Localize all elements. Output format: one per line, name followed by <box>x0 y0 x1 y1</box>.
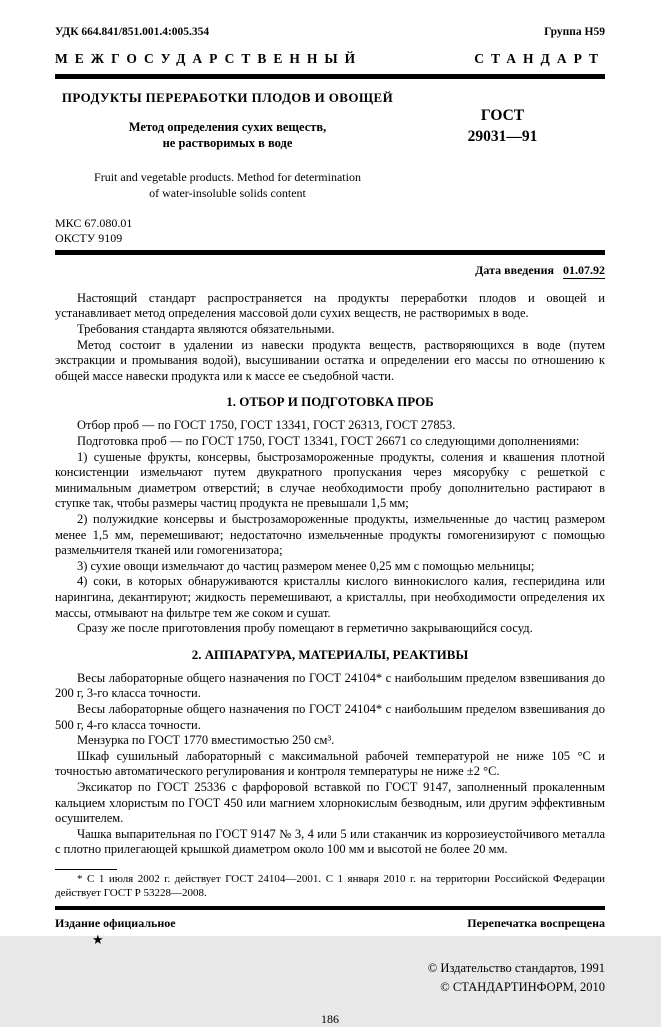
section-2-paragraph: Чашка выпарительная по ГОСТ 9147 № 3, 4 или 5 или стаканчик из коррозиеустойчивого металла с плотно прилегающей крышкой диаметром около 100 мм и высотой не более 20 мм. <box>55 826 605 857</box>
masthead-word-1: МЕЖГОСУДАРСТВЕННЫЙ <box>55 51 363 66</box>
document-title-en <box>55 169 400 201</box>
section-2-heading: 2. АППАРАТУРА, МАТЕРИАЛЫ, РЕАКТИВЫ <box>191 646 469 662</box>
subtitle-line-2: не растворимых в воде <box>162 136 293 151</box>
effective-date-label: Дата введения <box>475 262 554 277</box>
intro-paragraph: Настоящий стандарт распространяется на продукты переработки плодов и овощей и устанавливает метод определения массовой доли сухих веществ, не растворимых в воде. <box>55 290 605 321</box>
gost-code-column <box>400 90 605 201</box>
title-en-line-2: of water-insoluble solids content <box>149 185 306 200</box>
section-2-paragraph: Весы лабораторные общего назначения по ГОСТ 24104* с наибольшим пределом взвешивания до 500 г, 4-го класса точности. <box>55 701 605 732</box>
section-1-paragraph: Сразу же после приготовления пробу помещают в герметично закрывающийся сосуд. <box>77 621 533 636</box>
effective-date-value: 01.07.92 <box>563 262 605 277</box>
section-1-heading: 1. ОТБОР И ПОДГОТОВКА ПРОБ <box>226 394 434 410</box>
title-en-line-1: Fruit and vegetable products. Method for determination <box>94 169 361 184</box>
section-2-body <box>55 671 605 858</box>
gost-designation <box>400 106 605 148</box>
intro-section <box>55 291 605 385</box>
section-1-paragraph: 4) соки, в которых обнаруживаются кристаллы кислого виннокислого калия, гесперидина или нарингина, декантируют; жидкость перемешивают, а кристаллы, при необходимости определения их массы, отмывают на фильтре тем же соком и сушат. <box>55 574 605 620</box>
masthead-word-2: СТАНДАРТ <box>474 51 605 66</box>
section-1-paragraph: 3) сухие овощи измельчают до частиц размером менее 0,25 мм с помощью мельницы; <box>77 558 535 573</box>
intro-paragraph: Требования стандарта являются обязательными. <box>77 322 335 337</box>
section-2-paragraph: Весы лабораторные общего назначения по ГОСТ 24104* с наибольшим пределом взвешивания до 200 г, 3-го класса точности. <box>55 670 605 701</box>
mks-code: МКС 67.080.01 <box>55 215 133 230</box>
section-2-paragraph: Эксикатор по ГОСТ 25336 с фарфоровой вставкой по ГОСТ 9147, заполненный прокаленным кальцием хлористым по ГОСТ 450 или магнием хлорнокислым безводным, или другим эффективным осушителем. <box>55 779 605 826</box>
document-subtitle <box>55 119 400 152</box>
section-1-paragraph: 1) сушеные фрукты, консервы, быстрозамороженные продукты, соления и квашения плотной консистенции измельчают путем двукратного пропускания через мясорубку с решеткой с минимальным диаметром отверстий; в случае необходимости пробу дополнительно растирают в ступке так, чтобы размеры частиц продукта не превышали 1,5 мм; <box>55 449 605 511</box>
section-1-body <box>55 418 605 636</box>
official-edition-label: Издание официальное <box>55 916 176 931</box>
gost-number: 29031—91 <box>467 127 538 145</box>
section-1-paragraph: 2) полужидкие консервы и быстрозамороженные продукты, измельченные до частиц размером менее 1,5 мм, перемешивают; недостаточно измельченные продукты гомогенизируют с помощью размельчителя тканей или гомогенизатора; <box>55 512 605 558</box>
group-code: Группа Н59 <box>544 26 605 38</box>
footnote-text: * С 1 июля 2002 г. действует ГОСТ 24104—2001. С 1 января 2010 г. на территории Российской Федерации действует ГОСТ Р 53228—2008. <box>55 872 605 899</box>
masthead-title <box>55 51 605 67</box>
title-column <box>55 90 400 201</box>
section-2-paragraph: Мензурка по ГОСТ 1770 вместимостью 250 см³. <box>77 733 335 748</box>
copyright-line-1: © Издательство стандартов, 1991 <box>427 961 605 976</box>
horizontal-rule-bottom <box>55 906 605 910</box>
okstu-code: ОКСТУ 9109 <box>55 230 123 245</box>
intro-paragraph: Метод состоит в удалении из навески продукта веществ, растворяющихся в воде (путем экстракции и промывания водой), высушивании остатка и определении его массы по отношению к общей массе навески продукта или к массе ее съедобной части. <box>55 337 605 383</box>
section-1-paragraph: Отбор проб — по ГОСТ 1750, ГОСТ 13341, ГОСТ 26313, ГОСТ 27853. <box>77 418 456 433</box>
copyright-line-2: © СТАНДАРТИНФОРМ, 2010 <box>440 979 605 994</box>
gost-label: ГОСТ <box>480 107 525 124</box>
document-topline <box>55 26 605 38</box>
document-title-ru: ПРОДУКТЫ ПЕРЕРАБОТКИ ПЛОДОВ И ОВОЩЕЙ <box>61 90 394 105</box>
section-2-paragraph: Шкаф сушильный лабораторный с максимальной рабочей температурой не ниже 105 °С и точностью автоматического регулирования и контроля температуры не ниже ±2 °С. <box>55 748 605 779</box>
reprint-prohibited-label: Перепечатка воспрещена <box>467 916 605 931</box>
copyright-block <box>55 959 605 995</box>
footnote-block <box>55 869 605 901</box>
subtitle-line-1: Метод определения сухих веществ, <box>128 120 327 134</box>
horizontal-rule-top <box>55 74 605 79</box>
page-number: 186 <box>321 1011 339 1026</box>
effective-date-line <box>55 263 605 278</box>
udk-number: УДК 664.841/851.001.4:005.354 <box>55 26 210 38</box>
section-1-paragraph: Подготовка проб — по ГОСТ 1750, ГОСТ 13341, ГОСТ 26671 со следующими дополнениями: <box>77 434 580 449</box>
classification-codes <box>55 216 605 246</box>
footnote-separator <box>55 869 117 870</box>
imprint-row <box>55 916 605 931</box>
title-block <box>55 90 605 201</box>
horizontal-rule-middle <box>55 250 605 255</box>
star-icon: ★ <box>92 932 104 948</box>
